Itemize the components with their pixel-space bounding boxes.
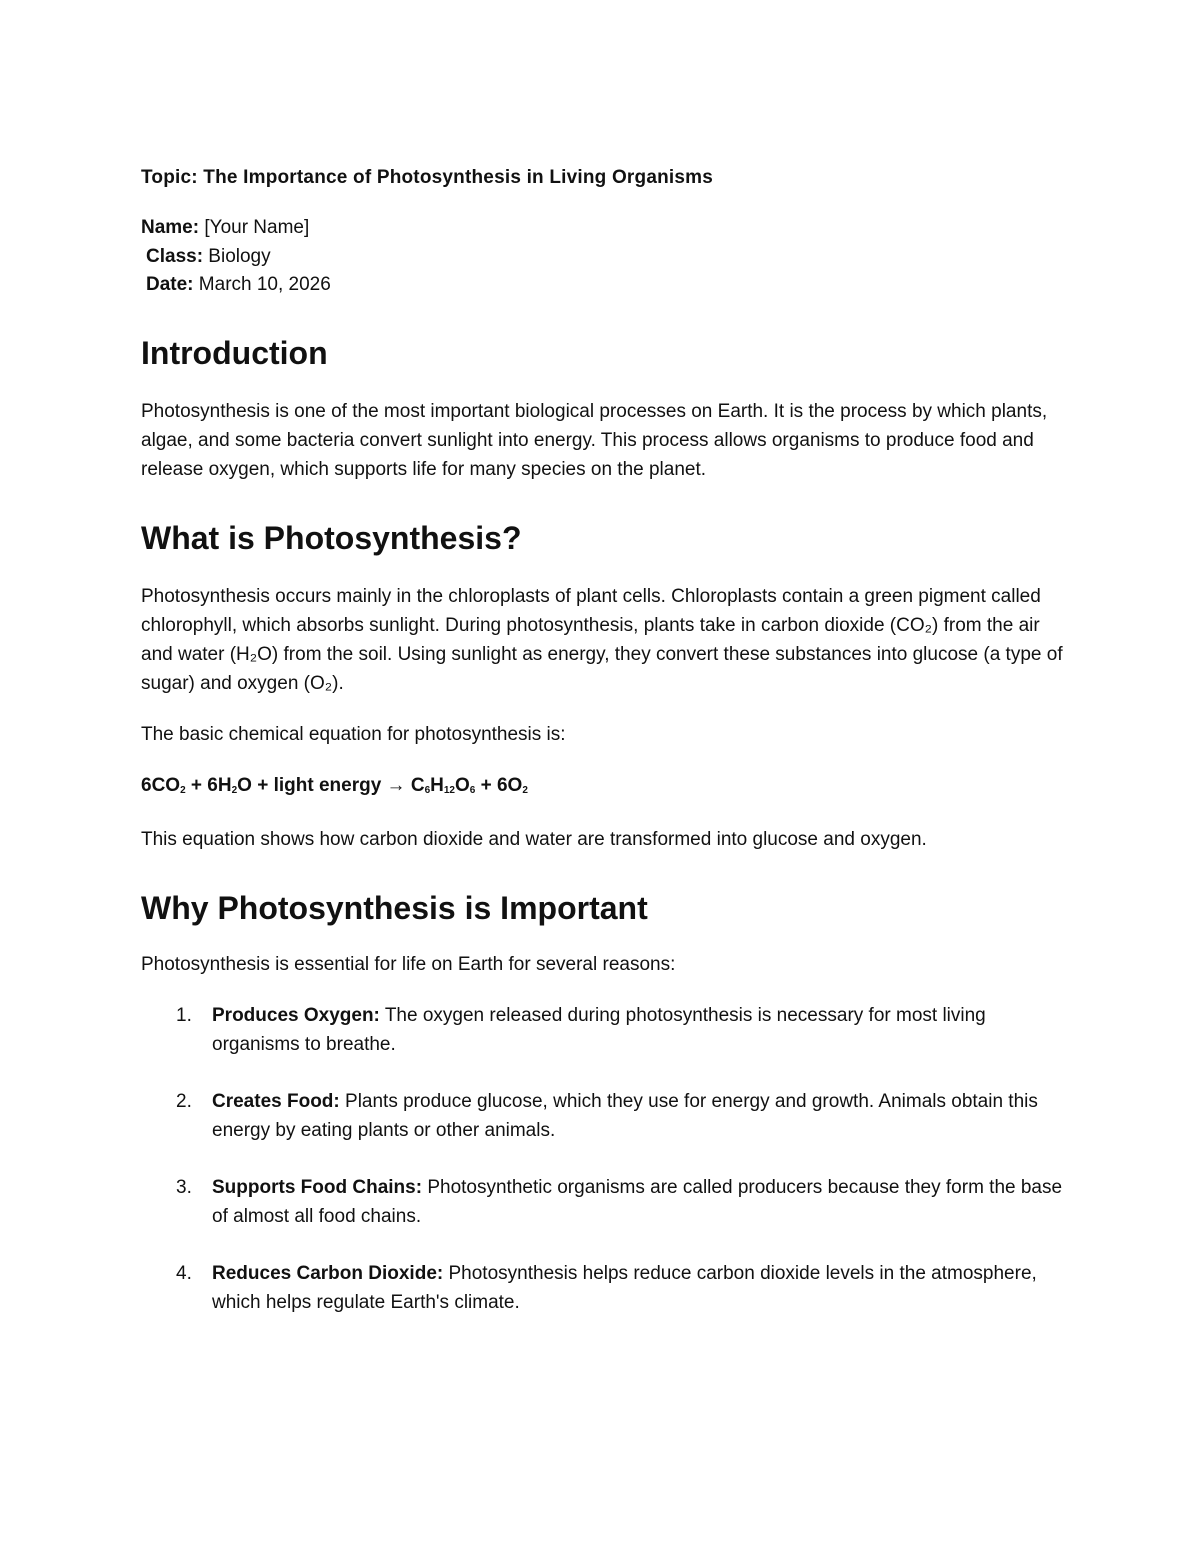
eq-subscript: 6 (469, 784, 476, 796)
list-item-label: Creates Food: (212, 1090, 340, 1112)
eq-subscript: 2 (522, 784, 528, 796)
reasons-list (141, 1001, 1071, 1317)
eq-part: H (430, 774, 444, 796)
list-item-number: 2. (176, 1090, 192, 1112)
list-item-text: Plants produce glucose, which they use for energy and growth. Animals obtain this energy by eating plants or other animals. (212, 1090, 1038, 1141)
eq-part: + 6H (185, 774, 232, 796)
chemical-equation (141, 771, 1071, 803)
heading-what-is-photosynthesis: What is Photosynthesis? (141, 519, 522, 556)
heading-introduction: Introduction (141, 334, 328, 371)
eq-part: 6CO (141, 774, 181, 796)
meta-name-label: Name: (141, 217, 200, 238)
eq-part: + 6O (475, 774, 523, 796)
list-item-number: 4. (176, 1262, 192, 1284)
eq-subscript: 6 (424, 784, 431, 796)
meta-class-value: Biology (203, 245, 271, 267)
eq-part: O + light energy → C (237, 774, 425, 796)
meta-class-label: Class: (146, 245, 204, 267)
meta-name (141, 214, 1071, 243)
equation-explanation-paragraph: This equation shows how carbon dioxide and water are transformed into glucose and oxygen. (141, 828, 927, 850)
list-item-label: Supports Food Chains: (212, 1176, 423, 1198)
equation-intro-paragraph: The basic chemical equation for photosynthesis is: (141, 723, 566, 745)
list-item-number: 1. (176, 1004, 192, 1026)
list-item-text: Photosynthesis helps reduce carbon dioxide levels in the atmosphere, which helps regulate Earth's climate. (212, 1262, 1037, 1313)
why-intro-paragraph: Photosynthesis is essential for life on Earth for several reasons: (141, 953, 676, 975)
meta-name-value: [Your Name] (199, 217, 310, 238)
meta-date-label: Date: (146, 274, 194, 295)
list-item (141, 1001, 1071, 1059)
document-page (141, 164, 1071, 1345)
eq-subscript: 12 (443, 784, 455, 796)
list-item (141, 1087, 1071, 1145)
document-topic: Topic: The Importance of Photosynthesis in Living Organisms (141, 167, 714, 188)
list-item-label: Produces Oxygen: (212, 1004, 380, 1026)
eq-subscript: 2 (231, 784, 238, 796)
list-item-number: 3. (176, 1176, 192, 1198)
heading-why-important: Why Photosynthesis is Important (141, 889, 648, 926)
meta-class (141, 243, 1071, 272)
list-item (141, 1259, 1071, 1317)
list-item-text: Photosynthetic organisms are called producers because they form the base of almost all food chains. (212, 1176, 1063, 1227)
eq-subscript: 2 (180, 784, 186, 796)
introduction-paragraph: Photosynthesis is one of the most important biological processes on Earth. It is the process by which plants, algae, and some bacteria convert sunlight into energy. This process allows organisms to produce food and release oxygen, which supports life for many species on the planet. (141, 400, 1048, 480)
eq-part: O (454, 774, 470, 796)
meta-date-value: March 10, 2026 (193, 274, 331, 295)
meta-date (141, 271, 1071, 300)
list-item-text: The oxygen released during photosynthesis is necessary for most living organisms to breathe. (212, 1004, 986, 1055)
list-item (141, 1173, 1071, 1231)
list-item-label: Reduces Carbon Dioxide: (212, 1262, 444, 1284)
what-is-paragraph: Photosynthesis occurs mainly in the chloroplasts of plant cells. Chloroplasts contain a green pigment called chlorophyll, which absorbs sunlight. During photosynthesis, plants take in carbon dioxide (CO₂) from the air and water (H₂O) from the soil. Using sunlight as energy, they convert these substances into glucose (a type of sugar) and oxygen (O₂). (141, 585, 1063, 694)
